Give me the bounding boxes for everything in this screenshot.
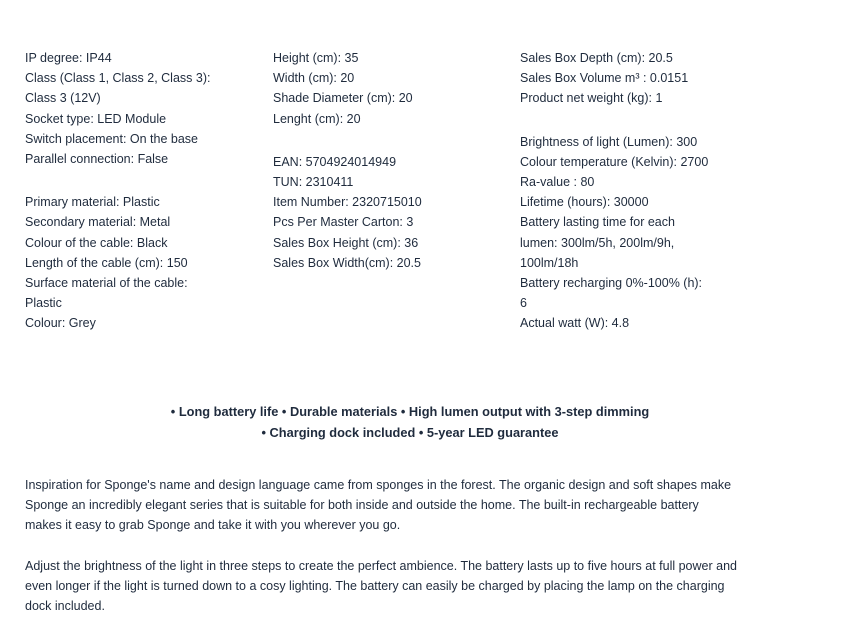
spec-socket-type: Socket type: LED Module bbox=[25, 111, 167, 126]
spec-ip-degree: IP degree: IP44 bbox=[25, 51, 112, 65]
description-line: Inspiration for Sponge's name and design language came from sponges in the forest. The organic design and soft shapes make bbox=[25, 478, 732, 492]
description-paragraph bbox=[25, 556, 825, 617]
spec-parallel-connection: Parallel connection: False bbox=[25, 152, 169, 167]
spec-cable-length: Length of the cable (cm): 150 bbox=[25, 255, 188, 270]
spec-actual-watt: Actual watt (W): 4.8 bbox=[520, 316, 630, 331]
spec-battery-time-value-2: 100lm/18h bbox=[520, 255, 579, 270]
spec-ra-value: Ra-value : 80 bbox=[520, 175, 595, 190]
spec-switch-placement: Switch placement: On the base bbox=[25, 131, 199, 146]
spec-lifetime: Lifetime (hours): 30000 bbox=[520, 195, 649, 210]
spec-column-general bbox=[25, 48, 265, 334]
spec-height: Height (cm): 35 bbox=[273, 51, 359, 65]
spec-colour-temperature: Colour temperature (Kelvin): 2700 bbox=[520, 154, 709, 169]
spec-class-label: Class (Class 1, Class 2, Class 3): bbox=[25, 71, 211, 86]
description-line: Sponge an incredibly elegant series that is suitable for both inside and outside the home. The built-in rechargeable battery bbox=[25, 498, 699, 513]
highlight-line: • Long battery life • Durable materials • High lumen output with 3-step dimming bbox=[170, 404, 650, 419]
spec-battery-time-label: Battery lasting time for each bbox=[520, 215, 675, 230]
highlight-line: • Charging dock included • 5-year LED guarantee bbox=[261, 425, 559, 440]
spec-tun: TUN: 2310411 bbox=[273, 175, 354, 190]
spec-class-value: Class 3 (12V) bbox=[25, 91, 101, 106]
spec-battery-recharge-value: 6 bbox=[520, 296, 527, 311]
spec-net-weight: Product net weight (kg): 1 bbox=[520, 91, 663, 106]
spec-spacer bbox=[273, 129, 513, 152]
spec-cable-colour: Colour of the cable: Black bbox=[25, 235, 168, 250]
spec-colour: Colour: Grey bbox=[25, 316, 96, 331]
spec-column-performance bbox=[520, 48, 740, 334]
spec-spacer bbox=[520, 109, 740, 132]
spec-battery-recharge-label: Battery recharging 0%-100% (h): bbox=[520, 276, 703, 291]
spec-spacer bbox=[25, 169, 265, 192]
description-line: makes it easy to grab Sponge and take it with you wherever you go. bbox=[25, 518, 401, 533]
feature-highlights bbox=[0, 401, 820, 443]
description-line: Adjust the brightness of the light in three steps to create the perfect ambience. The battery lasts up to five hours at full power and bbox=[25, 559, 737, 573]
spec-cable-surface-value: Plastic bbox=[25, 296, 62, 311]
spec-sales-box-depth: Sales Box Depth (cm): 20.5 bbox=[520, 51, 673, 65]
spec-shade-diameter: Shade Diameter (cm): 20 bbox=[273, 91, 413, 106]
spec-secondary-material: Secondary material: Metal bbox=[25, 215, 171, 230]
spec-ean: EAN: 5704924014949 bbox=[273, 154, 397, 169]
spec-pcs-per-carton: Pcs Per Master Carton: 3 bbox=[273, 215, 414, 230]
spec-length: Lenght (cm): 20 bbox=[273, 111, 361, 126]
spec-brightness: Brightness of light (Lumen): 300 bbox=[520, 134, 698, 149]
spec-sales-box-height: Sales Box Height (cm): 36 bbox=[273, 235, 419, 250]
spec-battery-time-value-1: lumen: 300lm/5h, 200lm/9h, bbox=[520, 235, 675, 250]
spec-item-number: Item Number: 2320715010 bbox=[273, 195, 422, 210]
spec-sales-box-width: Sales Box Width(cm): 20.5 bbox=[273, 255, 421, 270]
description-line: dock included. bbox=[25, 599, 105, 614]
spec-sales-box-volume: Sales Box Volume m³ : 0.0151 bbox=[520, 71, 689, 86]
spec-cable-surface-label: Surface material of the cable: bbox=[25, 276, 188, 291]
description-line: even longer if the light is turned down to a cosy lighting. The battery can easily be charged by placing the lamp on the charging bbox=[25, 579, 725, 594]
description-paragraph bbox=[25, 475, 825, 536]
spec-width: Width (cm): 20 bbox=[273, 71, 355, 86]
spec-primary-material: Primary material: Plastic bbox=[25, 195, 160, 210]
spec-column-dimensions bbox=[273, 48, 513, 273]
